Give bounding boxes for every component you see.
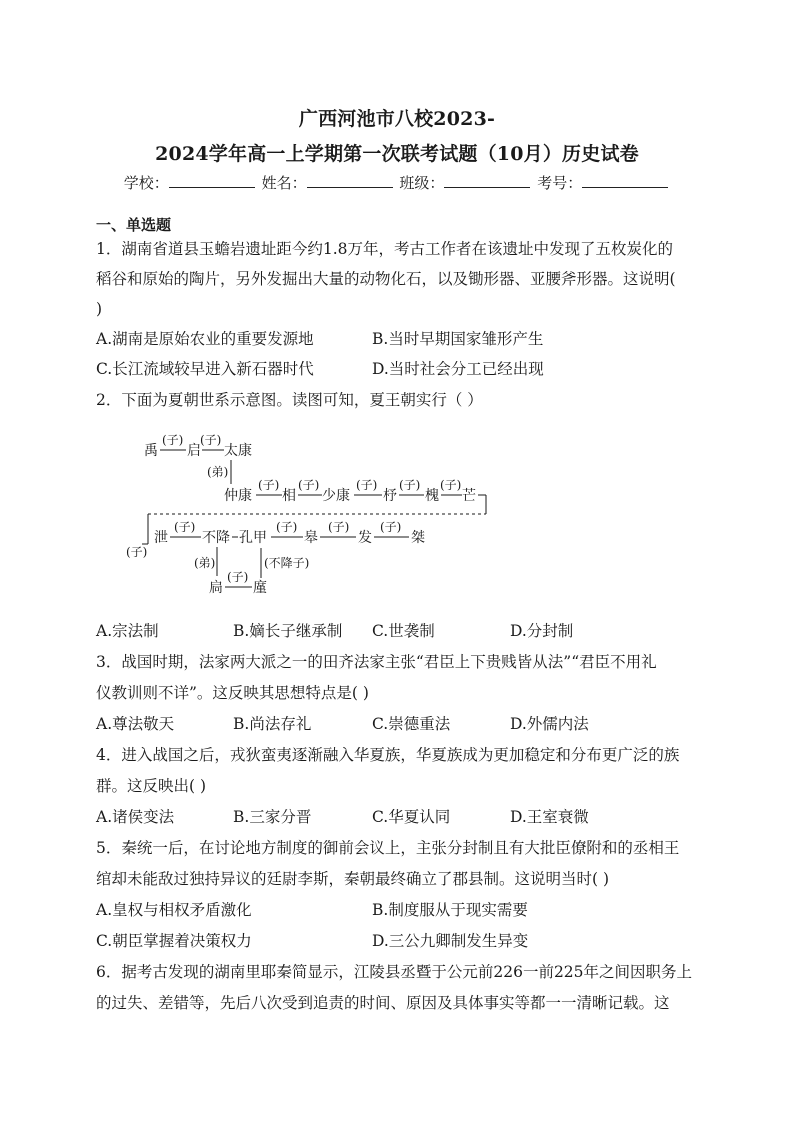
king-kongjia: 孔甲: [239, 530, 267, 546]
exam-title-line2: 2024学年高一上学期第一次联考试题（10月）历史试卷: [155, 143, 639, 165]
rel-son-3: (子): [258, 478, 280, 492]
king-jiong: 扃: [209, 580, 223, 596]
question-5-option-b[interactable]: B.制度服从于现实需要: [372, 901, 528, 919]
question-6-line-2: 的过失、差错等，先后八次受到追责的时间、原因及具体事实等都一一清晰记载。这: [96, 994, 670, 1012]
question-3-option-c[interactable]: C.崇德重法: [372, 715, 451, 733]
question-1-option-b[interactable]: B.当时早期国家雏形产生: [372, 330, 544, 348]
question-1-line-1: 1．湖南省道县玉蟾岩遗址距今约1.8万年，考古工作者在该遗址中发现了五枚炭化的: [96, 240, 674, 258]
question-3-option-b[interactable]: B.尚法存礼: [233, 715, 312, 733]
rel-son-8: (子): [126, 545, 148, 559]
rel-son-2: (子): [200, 433, 222, 447]
rel-son-6: (子): [399, 478, 421, 492]
question-3-line-1: 3．战国时期，法家两大派之一的田齐法家主张“君臣上下贵贱皆从法”“君臣不用礼: [96, 653, 657, 671]
section-title: 一、单选题: [96, 216, 172, 234]
name-label: 姓名：: [261, 174, 307, 192]
rel-not-son: (不降子): [264, 556, 310, 570]
question-5-line-2: 绾却未能敌过独持异议的廷尉李斯，秦朝最终确立了郡县制。这说明当时( ): [96, 870, 610, 888]
king-gao: 皋: [304, 530, 318, 546]
king-xie: 泄: [154, 530, 168, 546]
rel-son-10: (子): [276, 520, 298, 534]
question-5-option-c[interactable]: C.朝臣掌握着决策权力: [96, 932, 252, 950]
question-6-line-1: 6．据考古发现的湖南里耶秦简显示，江陵县丞暨于公元前226一前225年之间因职务上: [96, 963, 693, 981]
question-1-line-2: 稻谷和原始的陶片，另外发掘出大量的动物化石，以及锄形器、亚腰斧形器。这说明(: [96, 270, 676, 288]
question-4-option-a[interactable]: A.诸侯变法: [96, 808, 175, 826]
king-huai: 槐: [425, 488, 439, 504]
rel-brother-2: (弟): [194, 556, 216, 570]
question-4-line-2: 群。这反映出( ): [96, 777, 207, 795]
xia-dynasty-lineage-diagram: [96, 418, 516, 604]
question-4-line-1: 4．进入战国之后，戎狄蛮夷逐渐融入华夏族，华夏族成为更加稳定和分布更广泛的族: [96, 746, 680, 764]
rel-son-1: (子): [162, 433, 184, 447]
question-5-option-a[interactable]: A.皇权与相权矛盾激化: [96, 901, 252, 919]
school-blank[interactable]: [169, 173, 255, 188]
question-1-option-c[interactable]: C.长江流域较早进入新石器时代: [96, 360, 314, 378]
rel-son-13: (子): [227, 570, 249, 584]
king-xiang: 相: [282, 488, 296, 504]
king-yu: 禹: [144, 443, 158, 459]
exam-number-blank[interactable]: [582, 173, 668, 188]
student-info-row: [0, 172, 794, 193]
question-4-option-d[interactable]: D.王室衰微: [510, 808, 589, 826]
rel-son-7: (子): [440, 478, 462, 492]
question-1-option-a[interactable]: A.湖南是原始农业的重要发源地: [96, 330, 314, 348]
question-1-line-3: ): [96, 300, 103, 318]
rel-son-4: (子): [298, 478, 320, 492]
question-2-option-a[interactable]: A.宗法制: [96, 622, 159, 640]
question-4-option-b[interactable]: B.三家分晋: [233, 808, 312, 826]
question-4-option-c[interactable]: C.华夏认同: [372, 808, 451, 826]
king-mang: 芒: [462, 488, 476, 504]
king-qi: 启: [187, 443, 201, 459]
king-fa: 发: [358, 530, 372, 546]
question-2-option-d[interactable]: D.分封制: [510, 622, 574, 640]
question-3-line-2: 仪教训则不详”。这反映其思想特点是( ): [96, 684, 369, 702]
question-3-option-d[interactable]: D.外儒内法: [510, 715, 589, 733]
king-shaokang: 少康: [322, 488, 350, 504]
question-1-option-d[interactable]: D.当时社会分工已经出现: [372, 360, 544, 378]
question-3-option-a[interactable]: A.尊法敬天: [96, 715, 175, 733]
question-2-option-c[interactable]: C.世袭制: [372, 622, 435, 640]
king-jie: 桀: [411, 530, 425, 546]
rel-son-5: (子): [356, 478, 378, 492]
school-label: 学校：: [123, 174, 169, 192]
rel-son-11: (子): [328, 520, 350, 534]
rel-brother-1: (弟): [207, 465, 229, 479]
king-bujiang: 不降: [202, 530, 230, 546]
exam-title-line1: 广西河池市八校2023-: [298, 108, 496, 130]
question-2-option-b[interactable]: B.嫡长子继承制: [233, 622, 343, 640]
question-5-line-1: 5．秦统一后，在讨论地方制度的御前会议上，主张分封制且有大批臣僚附和的丞相王: [96, 839, 680, 857]
king-jin: 廑: [253, 580, 267, 596]
rel-son-12: (子): [380, 520, 402, 534]
king-zhongkang: 仲康: [224, 488, 252, 504]
king-taikang: 太康: [224, 443, 252, 459]
name-blank[interactable]: [307, 173, 393, 188]
rel-son-9: (子): [174, 520, 196, 534]
question-2-line-1: 2．下面为夏朝世系示意图。读图可知，夏王朝实行（ ）: [96, 391, 483, 409]
question-5-option-d[interactable]: D.三公九卿制发生异变: [372, 932, 529, 950]
class-blank[interactable]: [444, 173, 530, 188]
class-label: 班级：: [399, 174, 445, 192]
exam-number-label: 考号：: [537, 174, 583, 192]
king-zhu: 杼: [383, 488, 397, 504]
